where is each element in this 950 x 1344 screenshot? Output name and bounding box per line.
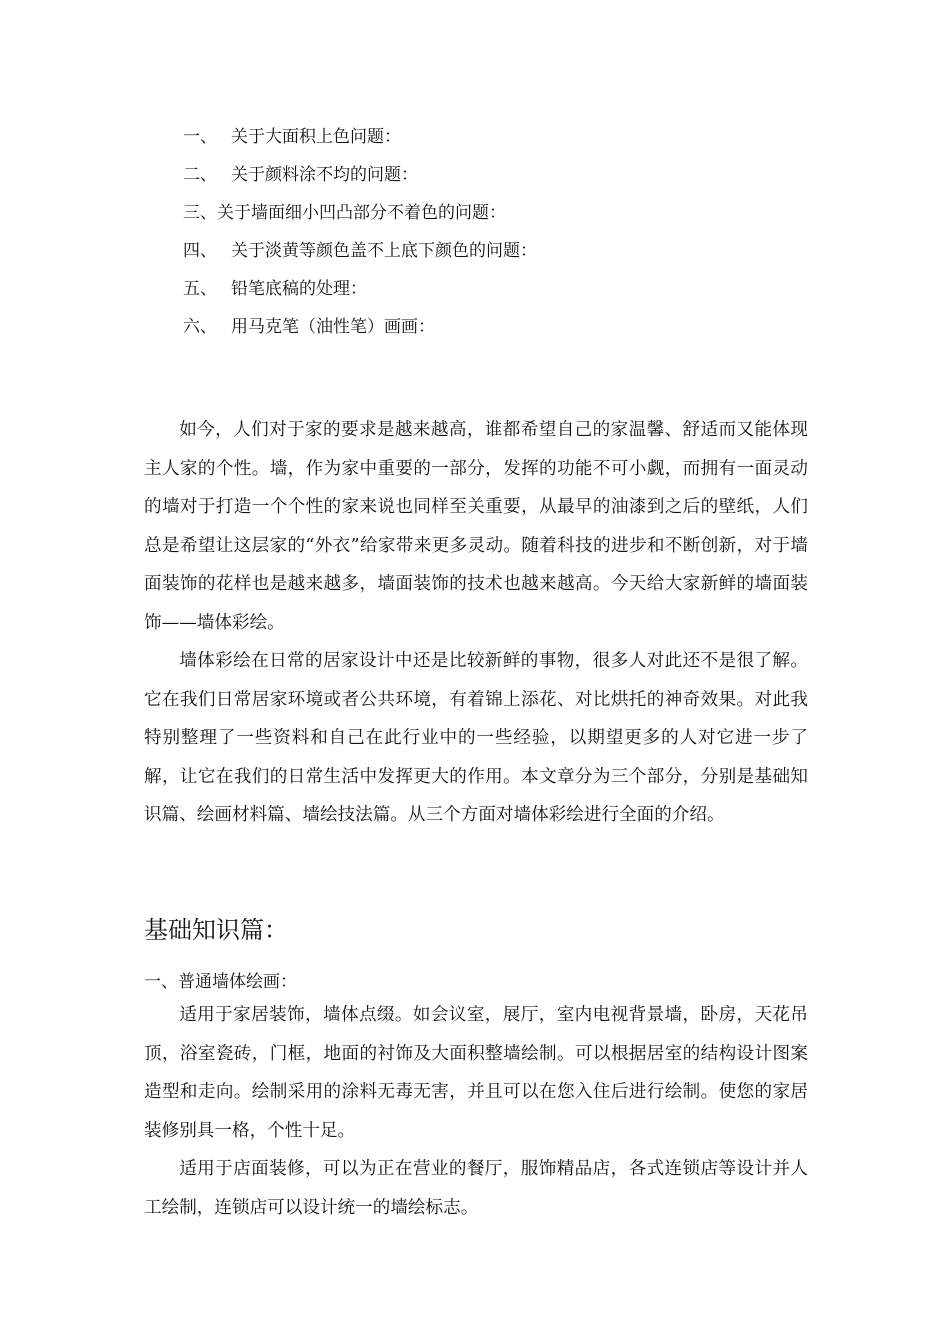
toc-item-text: 关于墙面细小凹凸部分不着色的问题： <box>217 203 506 223</box>
toc-item-3 <box>183 194 803 232</box>
intro-paragraph-2: 墙体彩绘在日常的居家设计中还是比较新鲜的事物，很多人对此还不是很了解。它在我们日常居家环境或者公共环境，有着锦上添花、对比烘托的神奇效果。对此我特别整理了一些资料和自己在此行业中的一些经验，以期望更多的人对它进一步了解，让它在我们的日常生活中发挥更大的作用。本文章分为三个部分，分别是基础知识篇、绘画材料篇、墙绘技法篇。从三个方面对墙体彩绘进行全面的介绍。 <box>144 651 808 825</box>
toc-item-text: 关于大面积上色问题： <box>231 127 401 147</box>
toc-item-number: 三、 <box>183 203 217 223</box>
toc-item-2 <box>183 156 803 194</box>
toc-item-number: 四、 <box>183 241 217 261</box>
toc-item-number: 一、 <box>183 127 217 147</box>
section-subheading: 一、普通墙体绘画： <box>144 972 297 992</box>
table-of-contents <box>183 118 803 346</box>
section-title: 基础知识篇： <box>144 916 288 944</box>
toc-item-text: 关于颜料涂不均的问题： <box>231 165 418 185</box>
section-body <box>144 996 808 1227</box>
toc-item-6 <box>183 308 803 346</box>
section-paragraph-2: 适用于店面装修，可以为正在营业的餐厅，服饰精品店，各式连锁店等设计并人工绘制，连锁店可以设计统一的墙绘标志。 <box>144 1159 808 1218</box>
toc-item-4 <box>183 232 803 270</box>
toc-item-text: 铅笔底稿的处理： <box>231 279 367 299</box>
intro-paragraph-1: 如今，人们对于家的要求是越来越高，谁都希望自己的家温馨、舒适而又能体现主人家的个性。墙，作为家中重要的一部分，发挥的功能不可小觑，而拥有一面灵动的墙对于打造一个个性的家来说也同样至关重要，从最早的油漆到之后的壁纸，人们总是希望让这层家的“外衣”给家带来更多灵动。随着科技的进步和不断创新，对于墙面装饰的花样也是越来越多，墙面装饰的技术也越来越高。今天给大家新鲜的墙面装饰——墙体彩绘。 <box>144 420 808 633</box>
toc-item-number: 五、 <box>183 279 217 299</box>
toc-item-1 <box>183 118 803 156</box>
toc-item-number: 二、 <box>183 165 217 185</box>
toc-item-text: 关于淡黄等颜色盖不上底下颜色的问题： <box>231 241 537 261</box>
introduction <box>144 411 808 835</box>
toc-item-number: 六、 <box>183 317 217 337</box>
section-paragraph-1: 适用于家居装饰，墙体点缀。如会议室，展厅，室内电视背景墙，卧房，天花吊顶，浴室瓷砖，门框，地面的衬饰及大面积整墙绘制。可以根据居室的结构设计图案造型和走向。绘制采用的涂料无毒无害，并且可以在您入住后进行绘制。使您的家居装修别具一格，个性十足。 <box>144 1005 808 1141</box>
toc-item-text: 用马克笔（油性笔）画画： <box>231 317 435 337</box>
toc-item-5 <box>183 270 803 308</box>
